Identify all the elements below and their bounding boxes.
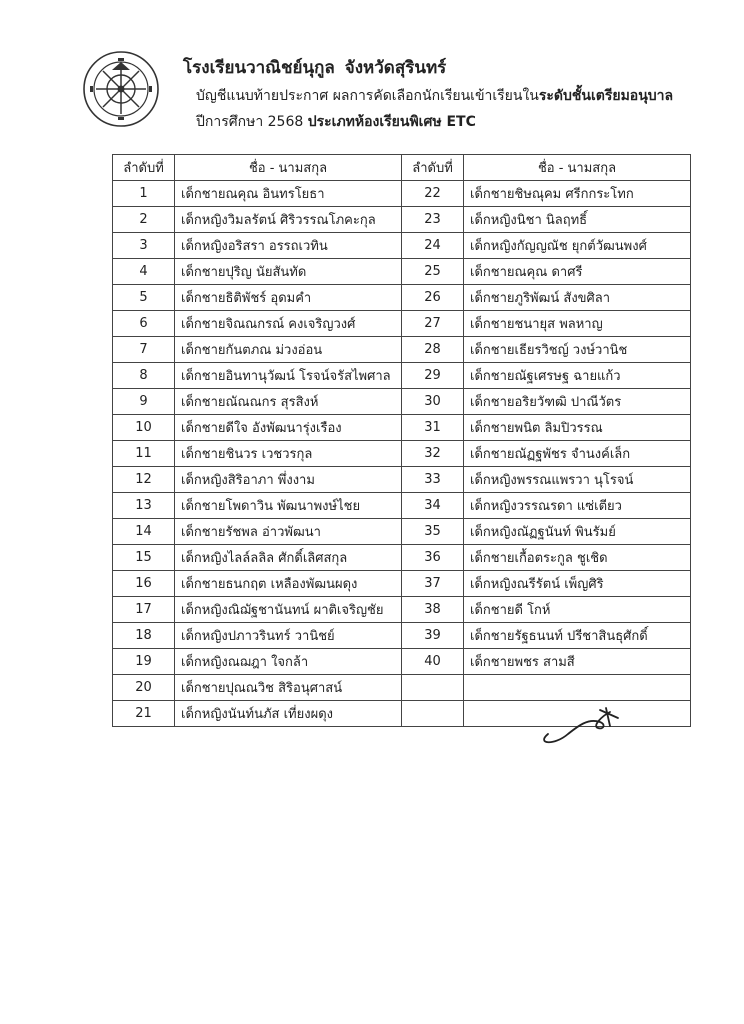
row-number: 21 xyxy=(113,701,175,727)
student-name: เด็กชายชินวร เวชวรกุล xyxy=(175,441,402,467)
row-number: 3 xyxy=(113,233,175,259)
student-name: เด็กหญิงณัฏฐนันท์ พินรัมย์ xyxy=(464,519,691,545)
row-number: 39 xyxy=(402,623,464,649)
column-header-name-right: ชื่อ - นามสกุล xyxy=(464,155,691,181)
row-number: 30 xyxy=(402,389,464,415)
student-name: เด็กชายดีใจ อังพัฒนารุ่งเรือง xyxy=(175,415,402,441)
student-name: เด็กชายณัฏฐพัชร จำนงค์เล็ก xyxy=(464,441,691,467)
announcement-line xyxy=(196,84,723,108)
table-row xyxy=(113,623,691,649)
row-number: 10 xyxy=(113,415,175,441)
row-number: 25 xyxy=(402,259,464,285)
student-name: เด็กชายชิษณุคม ศรีกกระโทก xyxy=(464,181,691,207)
row-number: 22 xyxy=(402,181,464,207)
column-header-no-right: ลำดับที่ xyxy=(402,155,464,181)
row-number: 15 xyxy=(113,545,175,571)
school-name: โรงเรียนวาณิชย์นุกูล xyxy=(183,58,335,78)
student-name: เด็กชายเกื้อตระกูล ชูเชิด xyxy=(464,545,691,571)
student-name: เด็กหญิงณรีรัตน์ เพ็ญศิริ xyxy=(464,571,691,597)
signature-icon xyxy=(530,704,630,750)
student-name: เด็กชายธนกฤต เหลืองพัฒนผดุง xyxy=(175,571,402,597)
row-number: 4 xyxy=(113,259,175,285)
student-name: เด็กชายณคุณ อินทรโยธา xyxy=(175,181,402,207)
row-number: 2 xyxy=(113,207,175,233)
student-name: เด็กชายธิติพัชร์ อุดมคำ xyxy=(175,285,402,311)
table-row xyxy=(113,545,691,571)
student-name: เด็กชายณัณณกร สุรสิงห์ xyxy=(175,389,402,415)
table-header-row xyxy=(113,155,691,181)
academic-year: ปีการศึกษา 2568 xyxy=(196,114,304,130)
student-name: เด็กชายกันตภณ ม่วงอ่อน xyxy=(175,337,402,363)
table-body xyxy=(113,181,691,727)
table-row xyxy=(113,675,691,701)
table-row xyxy=(113,649,691,675)
student-name: เด็กชายณัฐเศรษฐ ฉายแก้ว xyxy=(464,363,691,389)
row-number: 38 xyxy=(402,597,464,623)
row-number: 27 xyxy=(402,311,464,337)
table-row xyxy=(113,441,691,467)
row-number: 26 xyxy=(402,285,464,311)
student-name: เด็กหญิงณฌฎา ใจกล้า xyxy=(175,649,402,675)
row-number: 12 xyxy=(113,467,175,493)
student-roster-table xyxy=(112,154,691,727)
table-row xyxy=(113,207,691,233)
student-name: เด็กหญิงสิริอาภา พึ่งงาม xyxy=(175,467,402,493)
document-header xyxy=(183,56,723,134)
room-type: ประเภทห้องเรียนพิเศษ ETC xyxy=(307,114,476,130)
student-name: เด็กชายรัชพล อ่าวพัฒนา xyxy=(175,519,402,545)
row-number: 17 xyxy=(113,597,175,623)
table-row xyxy=(113,233,691,259)
row-number: 40 xyxy=(402,649,464,675)
header-title xyxy=(183,56,723,80)
row-number: 32 xyxy=(402,441,464,467)
empty-cell xyxy=(402,675,464,701)
student-name: เด็กชายดี โกห์ xyxy=(464,597,691,623)
row-number: 37 xyxy=(402,571,464,597)
table-row xyxy=(113,363,691,389)
row-number: 35 xyxy=(402,519,464,545)
row-number: 20 xyxy=(113,675,175,701)
student-name: เด็กหญิงวิมลรัตน์ ศิริวรรณโภคะกุล xyxy=(175,207,402,233)
row-number: 8 xyxy=(113,363,175,389)
row-number: 9 xyxy=(113,389,175,415)
announcement-level: ระดับชั้นเตรียมอนุบาล xyxy=(538,88,674,104)
row-number: 7 xyxy=(113,337,175,363)
student-name: เด็กชายพชร สามสี xyxy=(464,649,691,675)
empty-cell xyxy=(464,675,691,701)
row-number: 36 xyxy=(402,545,464,571)
table-row xyxy=(113,389,691,415)
student-name: เด็กชายณคุณ ดาศรี xyxy=(464,259,691,285)
row-number: 11 xyxy=(113,441,175,467)
student-name: เด็กชายภูริพัฒน์ สังขศิลา xyxy=(464,285,691,311)
row-number: 33 xyxy=(402,467,464,493)
table-row xyxy=(113,597,691,623)
school-seal xyxy=(82,50,160,128)
student-name: เด็กหญิงณิฌัฐชานันทน์ ผาติเจริญชัย xyxy=(175,597,402,623)
student-name: เด็กหญิงนันท์นภัส เที่ยงผดุง xyxy=(175,701,402,727)
table-row xyxy=(113,285,691,311)
table-row xyxy=(113,337,691,363)
table-row xyxy=(113,415,691,441)
column-header-name: ชื่อ - นามสกุล xyxy=(175,155,402,181)
row-number: 13 xyxy=(113,493,175,519)
row-number: 23 xyxy=(402,207,464,233)
row-number: 29 xyxy=(402,363,464,389)
student-name: เด็กหญิงไลล์ลลิล ศักดิ์เลิศสกุล xyxy=(175,545,402,571)
student-name: เด็กชายจิณณกรณ์ คงเจริญวงศ์ xyxy=(175,311,402,337)
table-row xyxy=(113,181,691,207)
table-row xyxy=(113,467,691,493)
student-name: เด็กชายปุริญ นัยสันทัด xyxy=(175,259,402,285)
row-number: 19 xyxy=(113,649,175,675)
student-name: เด็กชายชนายุส พลหาญ xyxy=(464,311,691,337)
year-line xyxy=(196,110,723,134)
student-name: เด็กหญิงพรรณแพรวา นุโรจน์ xyxy=(464,467,691,493)
student-name: เด็กชายปุณณวิช สิริอนุศาสน์ xyxy=(175,675,402,701)
row-number: 31 xyxy=(402,415,464,441)
row-number: 24 xyxy=(402,233,464,259)
table-row xyxy=(113,259,691,285)
row-number: 18 xyxy=(113,623,175,649)
table-row xyxy=(113,311,691,337)
student-name: เด็กหญิงกัญญณัช ยุกต์วัฒนพงศ์ xyxy=(464,233,691,259)
student-name: เด็กหญิงอริสรา อรรถเวทิน xyxy=(175,233,402,259)
student-name: เด็กชายอินทานุวัฒน์ โรจน์จรัสไพศาล xyxy=(175,363,402,389)
student-name: เด็กชายเธียรวิชญ์ วงษ์วานิช xyxy=(464,337,691,363)
row-number: 16 xyxy=(113,571,175,597)
student-name: เด็กหญิงนิชา นิลฤทธิ์ xyxy=(464,207,691,233)
row-number: 6 xyxy=(113,311,175,337)
signature xyxy=(530,704,630,750)
student-name: เด็กชายรัฐธนนท์ ปรีชาสินธุศักดิ์ xyxy=(464,623,691,649)
student-name: เด็กชายพนิต ลิมปิวรรณ xyxy=(464,415,691,441)
row-number: 5 xyxy=(113,285,175,311)
student-name: เด็กชายโพดาวิน พัฒนาพงษ์ไชย xyxy=(175,493,402,519)
announcement-prefix: บัญชีแนบท้ายประกาศ ผลการคัดเลือกนักเรียนเข้าเรียนใน xyxy=(196,88,539,104)
student-name: เด็กชายอริยวัฑฒิ ปาณีวัตร xyxy=(464,389,691,415)
table-row xyxy=(113,571,691,597)
student-name: เด็กหญิงวรรณรดา แซ่เตียว xyxy=(464,493,691,519)
table-row xyxy=(113,519,691,545)
empty-cell xyxy=(402,701,464,727)
province-name: จังหวัดสุรินทร์ xyxy=(344,58,447,78)
row-number: 28 xyxy=(402,337,464,363)
row-number: 34 xyxy=(402,493,464,519)
student-name: เด็กหญิงปภาวรินทร์ วานิชย์ xyxy=(175,623,402,649)
row-number: 14 xyxy=(113,519,175,545)
column-header-no: ลำดับที่ xyxy=(113,155,175,181)
table-row xyxy=(113,493,691,519)
row-number: 1 xyxy=(113,181,175,207)
school-seal-icon xyxy=(82,50,160,128)
